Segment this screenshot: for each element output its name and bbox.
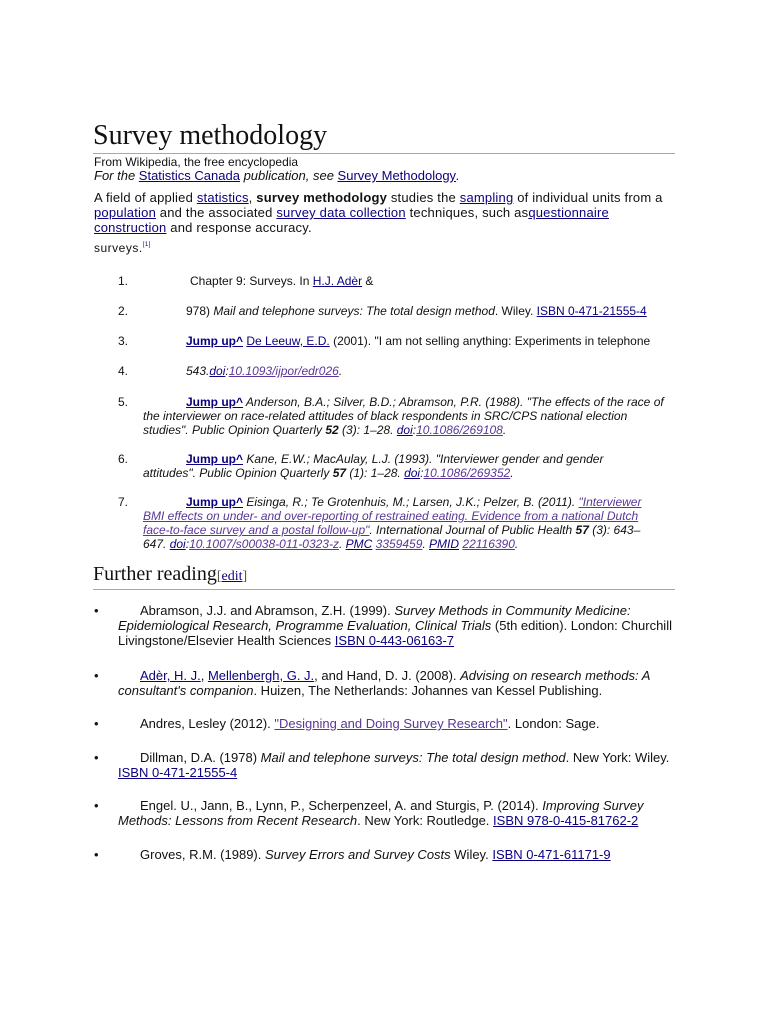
jump-up-link[interactable]: Jump up^	[186, 395, 244, 409]
doi-value-link[interactable]: 10.1093/ijpor/edr026	[228, 364, 339, 378]
hatnote: For the Statistics Canada publication, see Survey Methodology.	[94, 168, 460, 183]
doi-link[interactable]: doi	[209, 364, 226, 378]
survey-methodology-link[interactable]: Survey Methodology	[337, 168, 457, 183]
doi-value-link[interactable]: 10.1007/s00038-011-0323-z	[189, 537, 339, 551]
surveys-text: surveys.[1]	[94, 241, 151, 255]
bullet-icon: •	[94, 847, 99, 862]
isbn-link[interactable]: ISBN 0-471-61171-9	[492, 847, 611, 862]
de-leeuw-link[interactable]: De Leeuw, E.D.	[246, 334, 330, 348]
ader-link[interactable]: H.J. Adèr	[312, 274, 363, 288]
population-link[interactable]: population	[94, 205, 156, 220]
bullet-icon: •	[94, 668, 99, 683]
questionnaire-construction-link[interactable]: questionnaire construction	[94, 205, 609, 235]
isbn-link[interactable]: ISBN 0-443-06163-7	[334, 633, 455, 648]
bullet-icon: •	[94, 798, 99, 813]
lead-paragraph: A field of applied statistics, survey methodology studies the sampling of individual units from a population and the associated survey data collection techniques, such asquestionnaire construction and response accuracy.	[94, 190, 663, 235]
doi-link[interactable]: doi	[169, 537, 186, 551]
article-page: Survey methodology From Wikipedia, the free encyclopedia For the Statistics Canada publication, see Survey Methodology. A field of applied statistics, survey methodology studies the sampling of individual units from a population and the associated survey data collection techniques, such asquestionnaire construction and response accuracy. surveys.[1] 1. Chapter 9: Surveys. In H.J. Adèr & 2. 978) Mail and telephone surveys: The total design method. Wiley. ISBN 0-471-21555-4 3. Jump up^ De Leeuw, E.D. (2001). "I am not selling anything: Experiments in telephone 4. 543.doi:10.1093/ijpor/edr026. 5. Jump up^ Anderson, B.A.; Silver, B.D.; Abramson, P.R. (1988). "The effects of the race of the interviewer on race-related attitudes of black respondents in SRC/CPS national election studies". Public Opinion Quarterly 52 (3): 1–28. doi:10.1086/269108. 6. Jump up^ Kane, E.W.; MacAulay, L.J. (1993). "Interviewer gender and gender attitudes". Public Opinion Quarterly 57 (1): 1–28. doi:10.1086/269352. 7. Jump up^ Eisinga, R.; Te Grotenhuis, M.; Larsen, J.K.; Pelzer, B. (2011). "Interviewer BMI effects on under- and over-reporting of restrained eating. Evidence from a national Dutch face-to-face survey and a postal follow-up". International Journal of Public Health 57 (3): 643–647. doi:10.1007/s00038-011-0323-z. PMC 3359459. PMID 22116390. Further reading[edit] • Abramson, J.J. and Abramson, Z.H. (1999). Survey Methods in Community Medicine: Epidemiological Research, Programme Evaluation, Clinical Trials (5th edition). London: Churchill Livingstone/Elsevier Health Sciences ISBN 0-443-06163-7 • Adèr, H. J., Mellenbergh, G. J., and Hand, D. J. (2008). Advising on research methods: A consultant's companion. Huizen, The Netherlands: Johannes van Kessel Publishing. • Andres, Lesley (2012). "Designing and Doing Survey Research". London: Sage. • Dillman, D.A. (1978) Mail and telephone surveys: The total design method. New York: Wiley. ISBN 0-471-21555-4 • Engel. U., Jann, B., Lynn, P., Scherpenzeel, A. and Sturgis, P. (2014). Improving Survey Methods: Lessons from Recent Research. New York: Routledge. ISBN 978-0-415-81762-2 • Groves, R.M. (1989). Survey Errors and Survey Costs Wiley. ISBN 0-471-61171-9	[0, 0, 768, 1024]
jump-up-link[interactable]: Jump up^	[186, 495, 244, 509]
jump-up-link[interactable]: Jump up^	[186, 334, 244, 348]
doi-value-link[interactable]: 10.1086/269108	[416, 423, 503, 437]
article-title-link[interactable]: "Interviewer BMI effects on under- and over-reporting of restrained eating. Evidence from a national Dutch face-to-face survey and a postal follow-up"	[143, 495, 642, 537]
pmc-link[interactable]: PMC	[345, 537, 373, 551]
designing-survey-research-link[interactable]: "Designing and Doing Survey Research"	[274, 716, 508, 731]
jump-up-link[interactable]: Jump up^	[186, 452, 244, 466]
doi-value-link[interactable]: 10.1086/269352	[423, 466, 511, 480]
mellenbergh-link[interactable]: Mellenbergh, G. J.	[207, 668, 315, 683]
isbn-link[interactable]: ISBN 0-471-21555-4	[536, 304, 647, 318]
statistics-link[interactable]: statistics	[196, 190, 249, 205]
ader-link[interactable]: Adèr, H. J.	[140, 668, 201, 683]
pmid-value-link[interactable]: 22116390	[462, 537, 515, 551]
doi-link[interactable]: doi	[404, 466, 421, 480]
bullet-icon: •	[94, 716, 99, 731]
pmc-value-link[interactable]: 3359459	[375, 537, 423, 551]
survey-data-collection-link[interactable]: survey data collection	[276, 205, 406, 220]
bullet-icon: •	[94, 750, 99, 765]
page-title: Survey methodology	[93, 119, 675, 154]
statistics-canada-link[interactable]: Statistics Canada	[138, 168, 240, 183]
bullet-icon: •	[94, 603, 99, 618]
lead-bold-term: survey methodology	[256, 190, 388, 205]
edit-section-link[interactable]: edit	[221, 569, 243, 584]
isbn-link[interactable]: ISBN 0-471-21555-4	[118, 765, 238, 780]
doi-link[interactable]: doi	[396, 423, 413, 437]
citation-link[interactable]: [1]	[142, 242, 151, 248]
isbn-link[interactable]: ISBN 978-0-415-81762-2	[493, 813, 639, 828]
sampling-link[interactable]: sampling	[459, 190, 514, 205]
further-reading-heading: Further reading[edit]	[93, 562, 675, 590]
site-tagline: From Wikipedia, the free encyclopedia	[94, 155, 299, 169]
pmid-link[interactable]: PMID	[429, 537, 460, 551]
